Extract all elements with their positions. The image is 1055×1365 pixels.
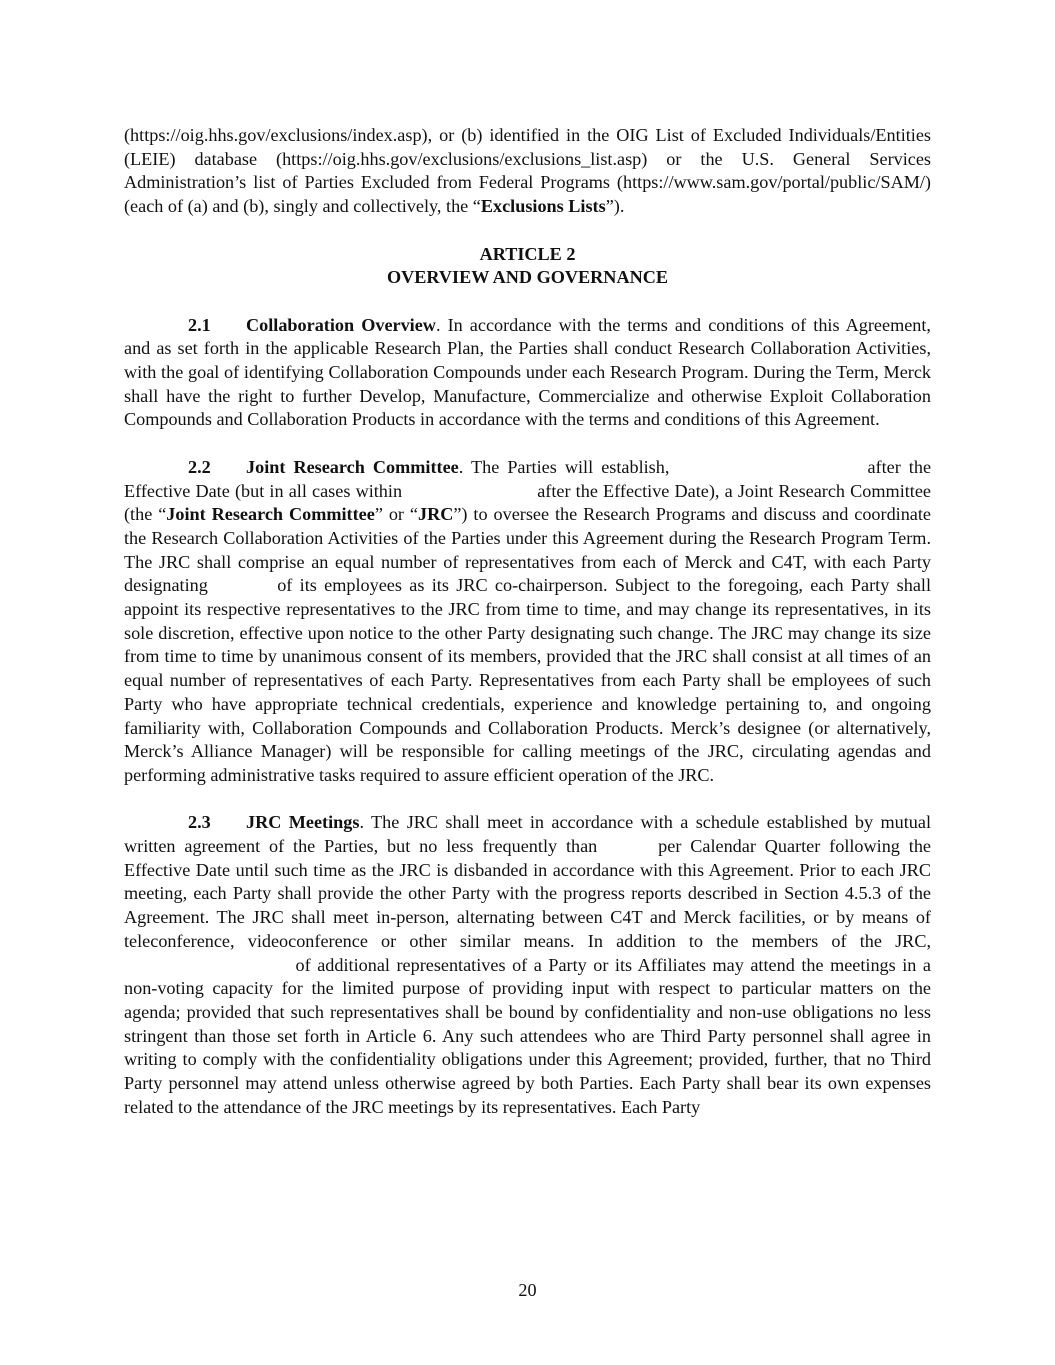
intro-text-before: (https://oig.hhs.gov/exclusions/index.asp), or (b) identified in the OIG List of Excluded Individuals/Entities (LEIE) database (https://oig.hhs.gov/exclusions/exclusions_list.asp) or the U.S. General Services Administration’s list of Parties Excluded from Federal Programs (https://www.sam.gov/portal/public/SAM/) (each of (a) and (b), singly and collectively, the “ <box>124 125 931 217</box>
intro-paragraph <box>124 124 931 219</box>
jrc-full-term: Joint Research Committee <box>166 504 375 525</box>
section-number: 2.3 <box>188 812 211 833</box>
article-number: ARTICLE 2 <box>479 243 576 264</box>
intro-text-after: ”). <box>605 196 625 217</box>
section-2-3 <box>124 811 931 1119</box>
document-page <box>124 124 931 1143</box>
section-body-part: after the Effective Date), a Joint Research Committee (the “ <box>124 480 931 525</box>
section-title: Collaboration Overview <box>246 314 436 335</box>
section-number: 2.2 <box>188 456 211 477</box>
section-body-part: after the Effective Date (but in all cases within <box>124 456 932 501</box>
section-title: Joint Research Committee <box>246 456 459 477</box>
section-body-part: of its employees as its JRC co-chairperson. Subject to the foregoing, each Party shall appoint its respective representatives to the JRC from time to time, and may change its representatives, in its sole discretion, effective upon notice to the other Party designating such change. The JRC may change its size from time to time by unanimous consent of its members, provided that the JRC shall consist at all times of an equal number of representatives of each Party. Representatives from each Party shall be employees of such Party who have appropriate technical credentials, experience and knowledge pertaining to, and ongoing familiarity with, Collaboration Compounds and Collaboration Products. Merck’s designee (or alternatively, Merck’s Alliance Manager) will be responsible for calling meetings of the JRC, circulating agendas and performing administrative tasks required to assure efficient operation of the JRC. <box>124 575 931 785</box>
article-heading <box>124 243 931 290</box>
section-body-part: of additional representatives of a Party or its Affiliates may attend the meetings in a non-voting capacity for the limited purpose of providing input with respect to particular matters on the agenda; provided that such representatives shall be bound by confidentiality and non-use obligations no less stringent than those set forth in Article 6. Any such attendees who are Third Party personnel shall agree in writing to comply with the confidentiality obligations under this Agreement; provided, further, that no Third Party personnel may attend unless otherwise agreed by both Parties. Each Party shall bear its own expenses related to the attendance of the JRC meetings by its representatives. Each Party <box>124 954 932 1117</box>
section-body-part: per Calendar Quarter following the Effective Date until such time as the JRC is disbanded in accordance with this Agreement. Prior to each JRC meeting, each Party shall provide the other Party with the progress reports described in Section 4.5.3 of the Agreement. The JRC shall meet in-person, alternating between C4T and Merck facilities, or by means of teleconference, videoconference or other similar means. In addition to the members of the JRC, <box>124 836 931 951</box>
section-2-1 <box>124 314 931 433</box>
section-body-part: . The JRC shall meet in accordance with a schedule established by mutual written agreement of the Parties, but no less frequently than <box>124 812 931 857</box>
section-body-part: ”) to oversee the Research Programs and discuss and coordinate the Research Collaboration Activities of the Parties under this Agreement during the Research Program Term. The JRC shall comprise an equal number of representatives from each of Merck and C4T, with each Party designating <box>124 504 932 596</box>
section-number: 2.1 <box>188 314 211 335</box>
page-number: 20 <box>518 1280 537 1300</box>
section-body: . In accordance with the terms and conditions of this Agreement, and as set forth in the applicable Research Plan, the Parties shall conduct Research Collaboration Activities, with the goal of identifying Collaboration Compounds under each Research Program. During the Term, Merck shall have the right to further Develop, Manufacture, Commercialize and otherwise Exploit Collaboration Compounds and Collaboration Products in accordance with the terms and conditions of this Agreement. <box>124 314 931 430</box>
section-2-2 <box>124 456 931 788</box>
exclusions-lists-term: Exclusions Lists <box>480 196 606 217</box>
article-title: OVERVIEW AND GOVERNANCE <box>387 267 668 288</box>
section-title: JRC Meetings <box>246 812 360 833</box>
section-body-part: ” or “ <box>374 504 418 525</box>
section-body-part: . The Parties will establish, <box>458 456 670 477</box>
jrc-term: JRC <box>417 504 454 525</box>
